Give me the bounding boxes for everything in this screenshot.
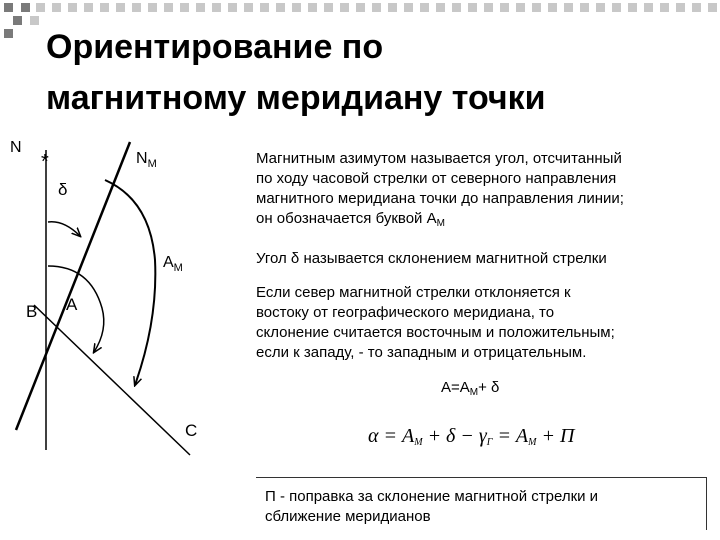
magnetic-meridian-line bbox=[16, 142, 130, 430]
label-am: $A_M$ bbox=[163, 254, 183, 274]
label-nm: $N_M$ bbox=[136, 150, 157, 170]
magnetic-azimuth-arc bbox=[105, 180, 155, 385]
p1-line-1: Магнитным азимутом называется угол, отсчитанный bbox=[256, 150, 622, 167]
direction-line-bc bbox=[34, 305, 190, 455]
p1-line-2: по ходу часовой стрелки от северного направления bbox=[256, 170, 617, 187]
label-delta: δ bbox=[58, 180, 68, 199]
p2-line: Угол δ называется склонением магнитной стрелки bbox=[256, 250, 607, 267]
p3-line-4: если к западу, - то западным и отрицательным. bbox=[256, 344, 587, 361]
directional-angle-formula: $\alpha = A_M + \delta - \gamma_Г = A_M + П$ bbox=[368, 425, 575, 448]
declination-arc bbox=[48, 222, 80, 236]
label-a: A bbox=[66, 295, 78, 314]
label-b: B bbox=[26, 302, 38, 321]
star-icon: * bbox=[41, 151, 49, 173]
p3-line-3: склонение считается восточным и положительным; bbox=[256, 324, 615, 341]
azimuth-formula: $А=А_М+ \delta$ bbox=[441, 379, 500, 398]
magnetic-azimuth-definition bbox=[256, 149, 706, 234]
note-line-2: сближение меридианов bbox=[265, 508, 431, 525]
p3-line-1: Если север магнитной стрелки отклоняется к bbox=[256, 284, 571, 301]
label-c: C bbox=[185, 421, 198, 440]
note-line-1: П - поправка за склонение магнитной стрелки и bbox=[265, 488, 599, 505]
correction-note bbox=[265, 487, 695, 527]
p3-line-2: востоку от географического меридиана, то bbox=[256, 304, 555, 321]
title-line-1: Ориентирование по bbox=[46, 28, 384, 66]
label-n: N bbox=[10, 139, 22, 156]
azimuth-diagram bbox=[0, 130, 250, 470]
title-line-2: магнитному меридиану точки bbox=[46, 79, 546, 117]
p1-line-3: магнитного меридиана точки до направления линии; bbox=[256, 190, 624, 207]
page-title bbox=[46, 22, 706, 124]
p1-line-4: он обозначается буквой $А_М$ bbox=[256, 210, 445, 229]
declination-definition bbox=[256, 249, 706, 269]
declination-sign-rule bbox=[256, 283, 706, 363]
